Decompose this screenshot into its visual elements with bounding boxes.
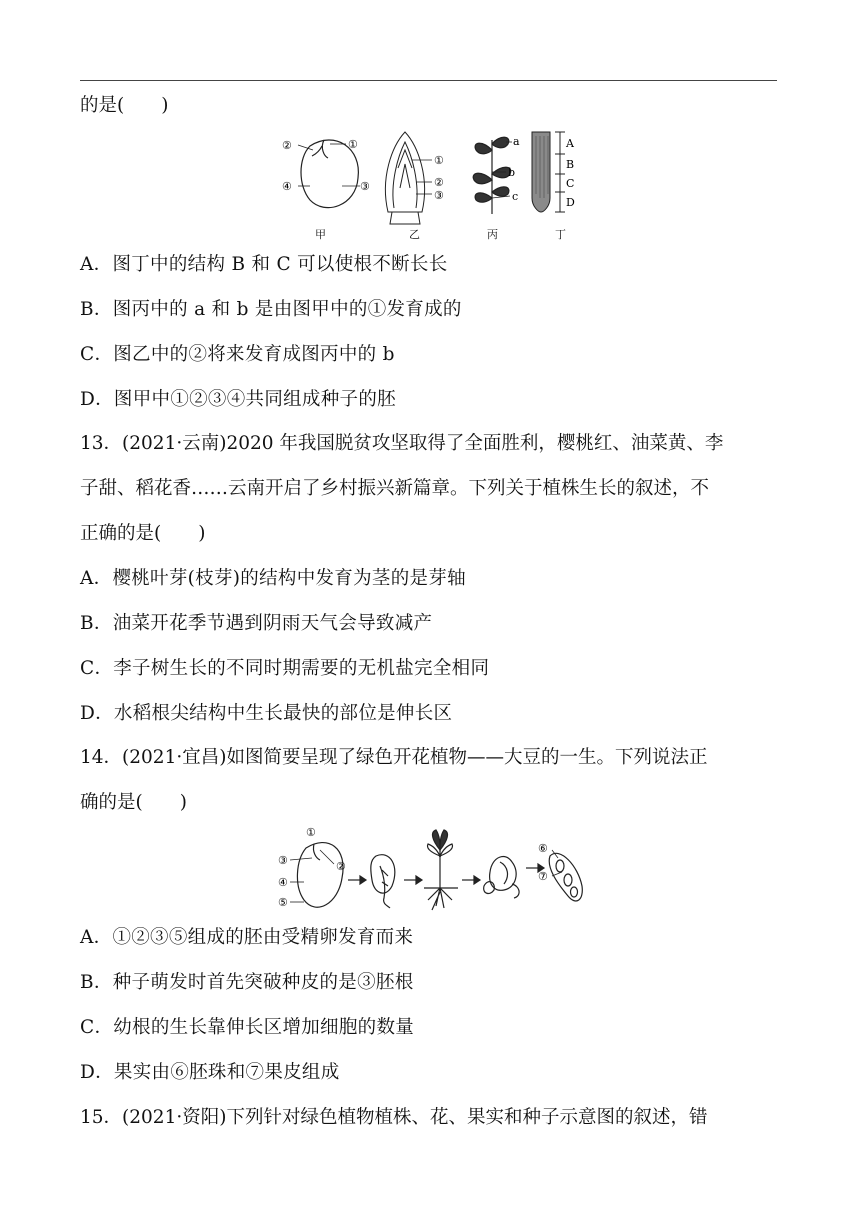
seed-label-5: ⑤ xyxy=(278,896,288,909)
bing-label-c: c xyxy=(512,190,519,203)
soybean-pod xyxy=(549,850,582,901)
q14-figure-svg xyxy=(276,826,592,920)
seed-label-2: ② xyxy=(336,860,346,873)
q12-option-b: B．图丙中的 a 和 b 是由图甲中的①发育成的 xyxy=(80,299,462,320)
q12-option-c: C．图乙中的②将来发育成图丙中的 b xyxy=(80,344,395,365)
jia-label-2: ② xyxy=(282,139,292,152)
q12-figure xyxy=(280,128,600,240)
q15-stem-line-1: 15．(2021·资阳)下列针对绿色植物植株、花、果实和种子示意图的叙述，错 xyxy=(80,1107,708,1128)
yi-label-2: ② xyxy=(434,176,444,189)
q14-figure xyxy=(276,826,592,920)
q12-stem-tail: 的是( ) xyxy=(80,95,169,116)
q13-option-c: C．李子树生长的不同时期需要的无机盐完全相同 xyxy=(80,658,490,679)
jia-label-3: ③ xyxy=(360,180,370,193)
q13-stem-line-1: 13．(2021·云南)2020 年我国脱贫攻坚取得了全面胜利，樱桃红、油菜黄、李 xyxy=(80,433,724,454)
q13-option-d: D．水稻根尖结构中生长最快的部位是伸长区 xyxy=(80,703,453,724)
q14-stem-line-2: 确的是( ) xyxy=(80,792,187,813)
soybean-seedling xyxy=(424,830,458,910)
q14-option-a: A．①②③⑤组成的胚由受精卵发育而来 xyxy=(80,927,414,948)
ding-label-C: C xyxy=(566,177,575,190)
caption-ding: 丁 xyxy=(555,228,566,241)
q14-option-b: B．种子萌发时首先突破种皮的是③胚根 xyxy=(80,972,414,993)
ding-label-D: D xyxy=(566,196,575,209)
figure-bing-seedling xyxy=(473,137,512,214)
q12-figure-svg xyxy=(280,128,600,240)
q12-option-a: A．图丁中的结构 B 和 C 可以使根不断长长 xyxy=(80,254,448,275)
yi-label-3: ③ xyxy=(434,189,444,202)
header-rule xyxy=(80,80,777,81)
q12-option-d: D．图甲中①②③④共同组成种子的胚 xyxy=(80,389,396,410)
figure-ding-root-tip xyxy=(532,132,565,212)
q13-stem-line-2: 子甜、稻花香……云南开启了乡村振兴新篇章。下列关于植株生长的叙述，不 xyxy=(80,478,710,499)
ding-label-A: A xyxy=(566,137,574,150)
seed-label-3: ③ xyxy=(278,854,288,867)
yi-label-1: ① xyxy=(434,154,444,167)
q14-stem-line-1: 14．(2021·宜昌)如图简要呈现了绿色开花植物——大豆的一生。下列说法正 xyxy=(80,747,708,768)
figure-yi-bud xyxy=(385,132,432,224)
pod-label-6: ⑥ xyxy=(538,842,548,855)
seed-label-4: ④ xyxy=(278,876,288,889)
caption-jia: 甲 xyxy=(315,228,326,241)
bing-label-b: b xyxy=(508,166,516,179)
bing-label-a: a xyxy=(513,135,520,148)
q14-option-d: D．果实由⑥胚珠和⑦果皮组成 xyxy=(80,1062,340,1083)
caption-bing: 丙 xyxy=(487,228,498,241)
q13-stem-line-3: 正确的是( ) xyxy=(80,523,206,544)
q13-option-b: B．油菜开花季节遇到阴雨天气会导致减产 xyxy=(80,613,433,634)
soybean-seed xyxy=(290,843,343,908)
q13-option-a: A．樱桃叶芽(枝芽)的结构中发育为茎的是芽轴 xyxy=(80,568,466,589)
caption-yi: 乙 xyxy=(409,228,420,241)
pod-label-7: ⑦ xyxy=(538,870,548,883)
seed-label-1: ① xyxy=(306,826,316,839)
q14-option-c: C．幼根的生长靠伸长区增加细胞的数量 xyxy=(80,1017,415,1038)
jia-label-1: ① xyxy=(348,138,358,151)
germinating-seed xyxy=(371,855,395,908)
jia-label-4: ④ xyxy=(282,180,292,193)
soybean-flower xyxy=(484,857,519,898)
ding-label-B: B xyxy=(566,158,575,171)
